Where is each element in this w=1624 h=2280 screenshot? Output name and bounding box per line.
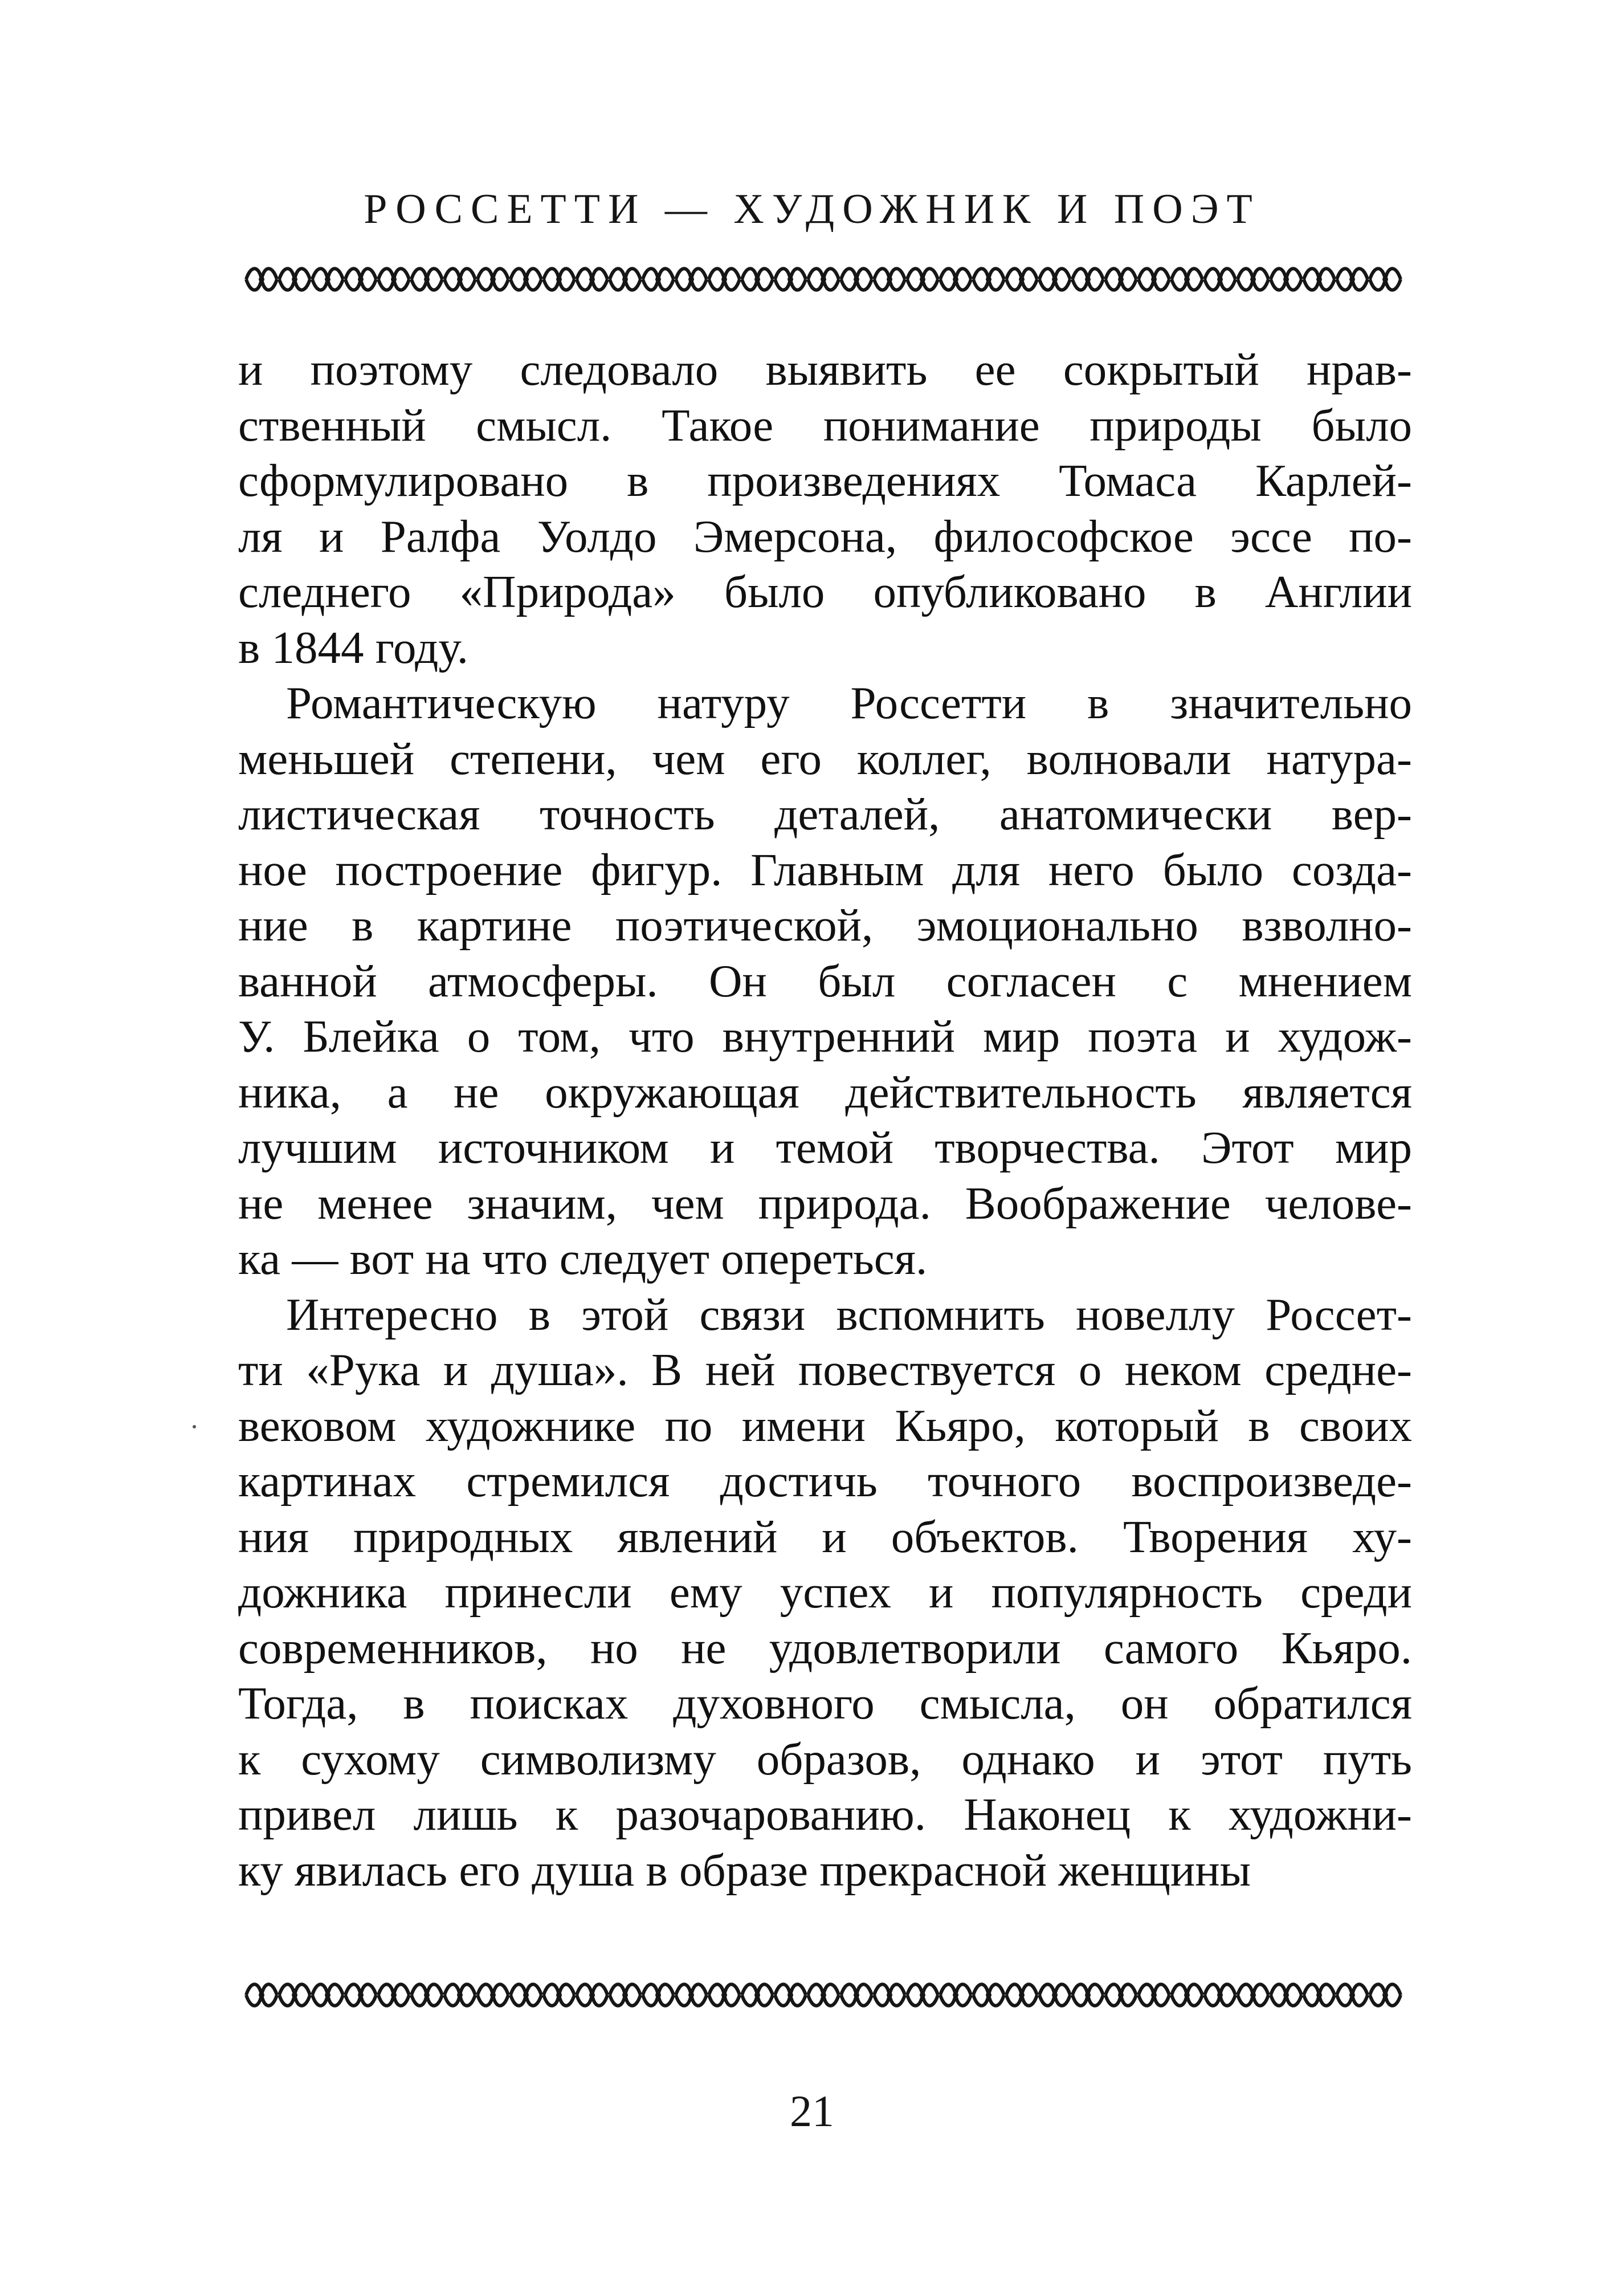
ornament-link bbox=[577, 268, 607, 290]
ornament-link bbox=[874, 268, 905, 290]
ornament-link bbox=[544, 268, 574, 290]
ornament-link bbox=[1238, 1984, 1268, 2006]
paragraph bbox=[238, 675, 1412, 1287]
running-title: РОССЕТТИ — ХУДОЖНИК И ПОЭТ bbox=[364, 186, 1260, 233]
ornament-link bbox=[643, 268, 674, 290]
ornament-link bbox=[511, 268, 541, 290]
ornament-link bbox=[709, 268, 740, 290]
ornament-link bbox=[345, 1984, 376, 2006]
text-line: ние в картине поэтической, эмоционально взволно- bbox=[238, 899, 1412, 951]
ornament-link bbox=[1337, 1984, 1368, 2006]
ornament-link bbox=[775, 268, 806, 290]
text-line: ля и Ралфа Уолдо Эмерсона, философское эссе по- bbox=[238, 510, 1412, 562]
ornament-link bbox=[511, 1984, 541, 2006]
ornament-link bbox=[1172, 268, 1202, 290]
ornament-link bbox=[1105, 268, 1136, 290]
ornament-link bbox=[1039, 1984, 1070, 2006]
text-line: У. Блейка о том, что внутренний мир поэта и худож- bbox=[238, 1011, 1412, 1062]
ornament-link bbox=[544, 1984, 574, 2006]
text-line: ку явилась его душа в образе прекрасной женщины bbox=[238, 1844, 1251, 1896]
text-line: Интересно в этой связи вспомнить новеллу Россет- bbox=[286, 1288, 1412, 1340]
ornament-link bbox=[1006, 1984, 1037, 2006]
braided-border-icon bbox=[239, 1975, 1407, 2015]
ornament-link bbox=[1072, 268, 1103, 290]
ornament-link bbox=[610, 268, 640, 290]
ornament-link bbox=[1205, 1984, 1235, 2006]
ornament-link bbox=[378, 1984, 409, 2006]
text-line: листическая точность деталей, анатомически вер- bbox=[238, 788, 1412, 840]
ornament-link bbox=[1304, 268, 1335, 290]
ornament-link bbox=[279, 1984, 310, 2006]
page-number: 21 bbox=[790, 2086, 834, 2136]
ornament-link bbox=[577, 1984, 607, 2006]
ornament-link bbox=[940, 1984, 971, 2006]
ornament-link bbox=[643, 1984, 674, 2006]
ornament-link bbox=[742, 268, 773, 290]
ornament-link bbox=[1238, 268, 1268, 290]
ornament-link bbox=[1370, 268, 1401, 290]
ornament-link bbox=[1271, 1984, 1301, 2006]
body-text bbox=[238, 342, 1412, 1949]
ornament-link bbox=[973, 1984, 1004, 2006]
ornament-link bbox=[246, 1984, 277, 2006]
text-line: меньшей степени, чем его коллег, волновали натура- bbox=[238, 732, 1412, 784]
ornament-link bbox=[1271, 268, 1301, 290]
ornament-link bbox=[874, 1984, 905, 2006]
text-line: дожника принесли ему успех и популярность среди bbox=[238, 1566, 1412, 1618]
ornament-link bbox=[973, 268, 1004, 290]
ornament-link bbox=[676, 268, 707, 290]
text-line: к сухому символизму образов, однако и этот путь bbox=[238, 1733, 1412, 1785]
ornament-link bbox=[478, 268, 508, 290]
ornament-link bbox=[1304, 1984, 1335, 2006]
text-line: Тогда, в поисках духовного смысла, он обратился bbox=[238, 1678, 1412, 1729]
text-line: картинах стремился достичь точного воспроизведе- bbox=[238, 1455, 1412, 1507]
text-line: и поэтому следовало выявить ее сокрытый нрав- bbox=[238, 344, 1412, 395]
ornament-link bbox=[411, 268, 442, 290]
paragraph bbox=[238, 1287, 1412, 1899]
top-ornament-divider bbox=[239, 259, 1407, 299]
ornament-link bbox=[775, 1984, 806, 2006]
text-line: Романтическую натуру Россетти в значительно bbox=[286, 677, 1412, 728]
ornament-link bbox=[246, 268, 277, 290]
ornament-link bbox=[676, 1984, 707, 2006]
ornament-link bbox=[709, 1984, 740, 2006]
ornament-link bbox=[1006, 268, 1037, 290]
ornament-link bbox=[411, 1984, 442, 2006]
paragraph bbox=[238, 342, 1412, 675]
ornament-link bbox=[378, 268, 409, 290]
text-line: современников, но не удовлетворили самого Кьяро. bbox=[238, 1622, 1412, 1674]
ornament-link bbox=[1139, 1984, 1169, 2006]
ornament-link bbox=[444, 268, 475, 290]
text-line: ния природных явлений и объектов. Творения ху- bbox=[238, 1510, 1412, 1562]
ornament-link bbox=[1105, 1984, 1136, 2006]
ornament-link bbox=[940, 268, 971, 290]
text-line: ванной атмосферы. Он был согласен с мнением bbox=[238, 955, 1412, 1007]
ornament-link bbox=[1139, 268, 1169, 290]
ornament-link bbox=[1072, 1984, 1103, 2006]
ornament-link bbox=[1172, 1984, 1202, 2006]
ornament-link bbox=[345, 268, 376, 290]
ornament-link bbox=[312, 268, 343, 290]
text-line: привел лишь к разочарованию. Наконец к художни- bbox=[238, 1789, 1412, 1840]
ornament-link bbox=[1370, 1984, 1401, 2006]
ornament-link bbox=[841, 1984, 872, 2006]
text-line: вековом художнике по имени Кьяро, который в своих bbox=[238, 1399, 1412, 1451]
ornament-link bbox=[312, 1984, 343, 2006]
text-line: в 1844 году. bbox=[238, 621, 468, 673]
text-line: ное построение фигур. Главным для него было созда- bbox=[238, 844, 1412, 895]
bottom-ornament-divider bbox=[239, 1975, 1407, 2015]
ornament-link bbox=[841, 268, 872, 290]
ornament-link bbox=[1337, 268, 1368, 290]
ornament-link bbox=[907, 268, 938, 290]
ornament-link bbox=[808, 268, 839, 290]
ornament-link bbox=[444, 1984, 475, 2006]
text-line: ти «Рука и душа». В ней повествуется о неком средне- bbox=[238, 1344, 1412, 1395]
text-line: ственный смысл. Такое понимание природы было bbox=[238, 399, 1412, 451]
text-line: не менее значим, чем природа. Воображение челове- bbox=[238, 1177, 1412, 1229]
text-line: лучшим источником и темой творчества. Этот мир bbox=[238, 1122, 1412, 1173]
ornament-link bbox=[1205, 268, 1235, 290]
text-line: ка — вот на что следует опереться. bbox=[238, 1233, 928, 1284]
ornament-link bbox=[279, 268, 310, 290]
ornament-link bbox=[907, 1984, 938, 2006]
braided-border-icon bbox=[239, 259, 1407, 299]
ornament-link bbox=[478, 1984, 508, 2006]
ornament-link bbox=[808, 1984, 839, 2006]
ornament-link bbox=[610, 1984, 640, 2006]
ornament-link bbox=[742, 1984, 773, 2006]
text-line: следнего «Природа» было опубликовано в Англии bbox=[238, 566, 1412, 617]
text-line: сформулировано в произведениях Томаса Карлей- bbox=[238, 455, 1412, 506]
text-line: ника, а не окружающая действительность является bbox=[238, 1066, 1412, 1118]
print-speck bbox=[193, 1425, 196, 1428]
ornament-link bbox=[1039, 268, 1070, 290]
